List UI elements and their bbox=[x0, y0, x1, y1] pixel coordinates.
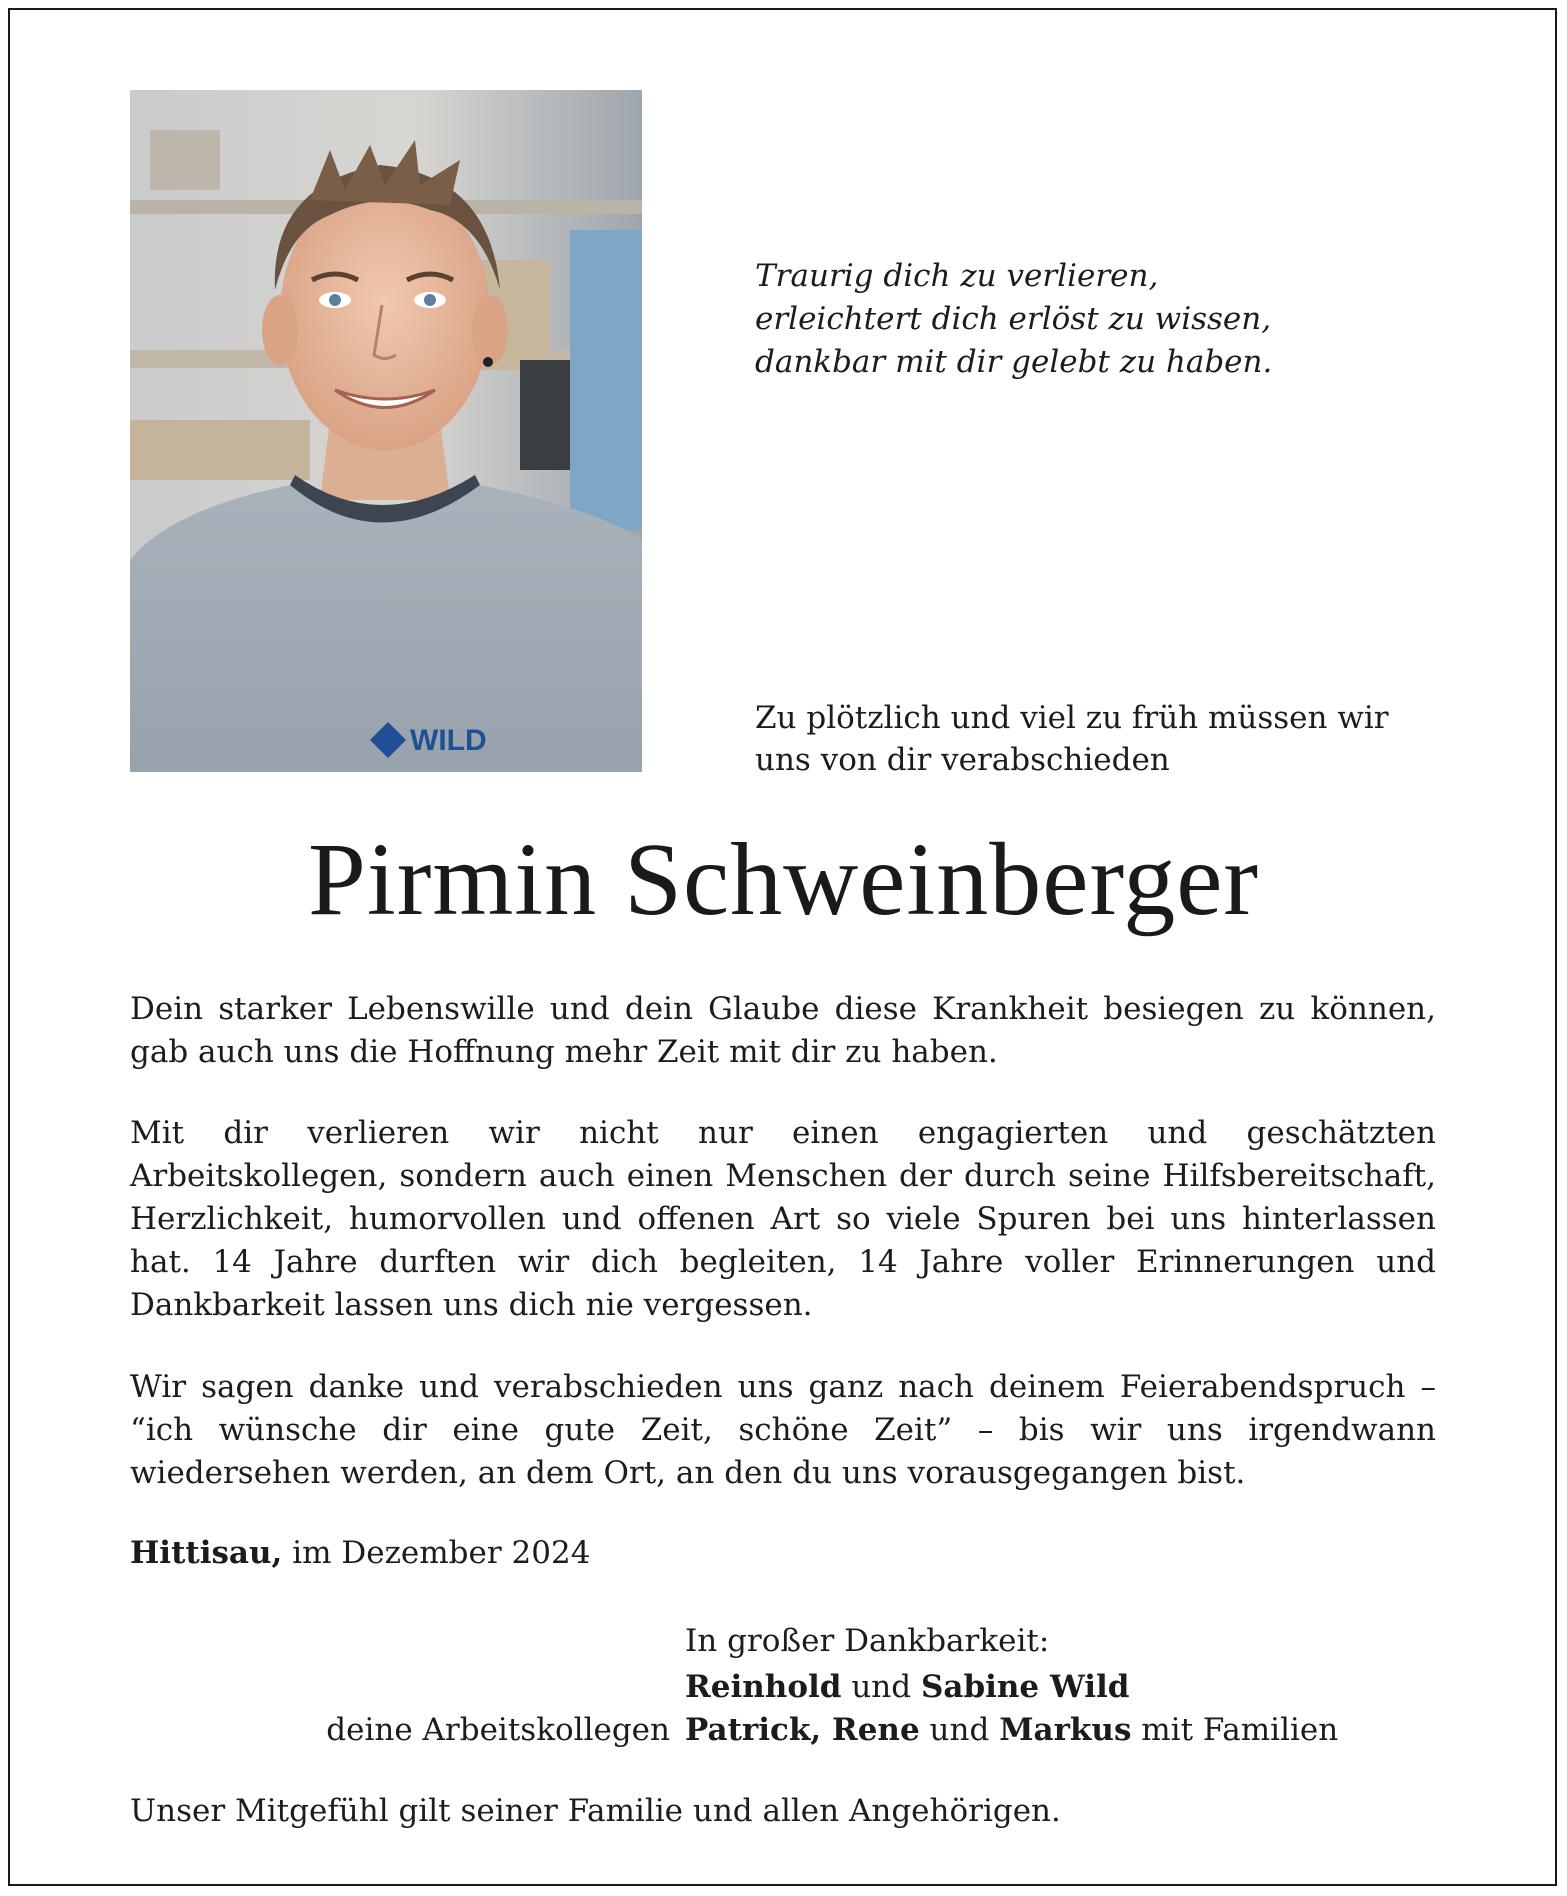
portrait-photo bbox=[130, 90, 642, 772]
thanks-heading: In großer Dankbarkeit: bbox=[685, 1623, 1050, 1659]
intro-text bbox=[755, 697, 1455, 781]
closing-sentence: Unser Mitgefühl gilt seiner Familie und allen Angehörigen. bbox=[130, 1793, 1061, 1829]
signature-line-1 bbox=[685, 1666, 1129, 1709]
paragraph: Mit dir verlieren wir nicht nur einen engagierten und geschätzten Arbeitskollegen, sondern auch einen Menschen der durch seine Hilfsbereitschaft, Herzlichkeit, humorvollen und offenen Art so viele Spuren bei uns hinterlassen hat. 14 Jahre durften wir dich begleiten, 14 Jahre voller Erinnerungen und Dankbarkeit lassen uns dich nie vergessen. bbox=[130, 1115, 1436, 1323]
signer-name: Markus bbox=[999, 1712, 1132, 1748]
svg-text:WILD: WILD bbox=[410, 724, 487, 757]
portrait-image bbox=[130, 90, 642, 772]
conjunction: und bbox=[929, 1712, 990, 1748]
intro-line: Zu plötzlich und viel zu früh müssen wir bbox=[755, 700, 1389, 736]
conjunction: und bbox=[851, 1669, 912, 1705]
epitaph-quote bbox=[755, 255, 1455, 384]
signer-name: Sabine Wild bbox=[920, 1669, 1130, 1705]
place-town: Hittisau, bbox=[130, 1535, 283, 1571]
place-date-text: im Dezember 2024 bbox=[292, 1535, 591, 1571]
paragraph: Dein starker Lebenswille und dein Glaube diese Krankheit besiegen zu können, gab auch uns die Hoffnung mehr Zeit mit dir zu haben. bbox=[130, 991, 1436, 1070]
quote-line: erleichtert dich erlöst zu wissen, bbox=[755, 301, 1272, 337]
deceased-name: Pirmin Schweinberger bbox=[307, 822, 1260, 937]
quote-line: dankbar mit dir gelebt zu haben. bbox=[755, 344, 1273, 380]
place-date bbox=[130, 1532, 590, 1575]
signer-name: Patrick, Rene bbox=[685, 1712, 920, 1748]
quote-line: Traurig dich zu verlieren, bbox=[755, 258, 1159, 294]
intro-line: uns von dir verabschieden bbox=[755, 742, 1170, 778]
signer-name: Reinhold bbox=[685, 1669, 842, 1705]
signature-line-2 bbox=[685, 1709, 1338, 1752]
paragraph: Wir sagen danke und verabschieden uns ganz nach deinem Feierabendspruch – “ich wünsche dir eine gute Zeit, schöne Zeit” – bis wir uns irgendwann wiedersehen werden, an dem Ort, an den du uns vorausgegangen bist. bbox=[130, 1369, 1436, 1491]
signature-suffix: mit Familien bbox=[1141, 1712, 1339, 1748]
signature-prefix: deine Arbeitskollegen bbox=[326, 1712, 670, 1748]
